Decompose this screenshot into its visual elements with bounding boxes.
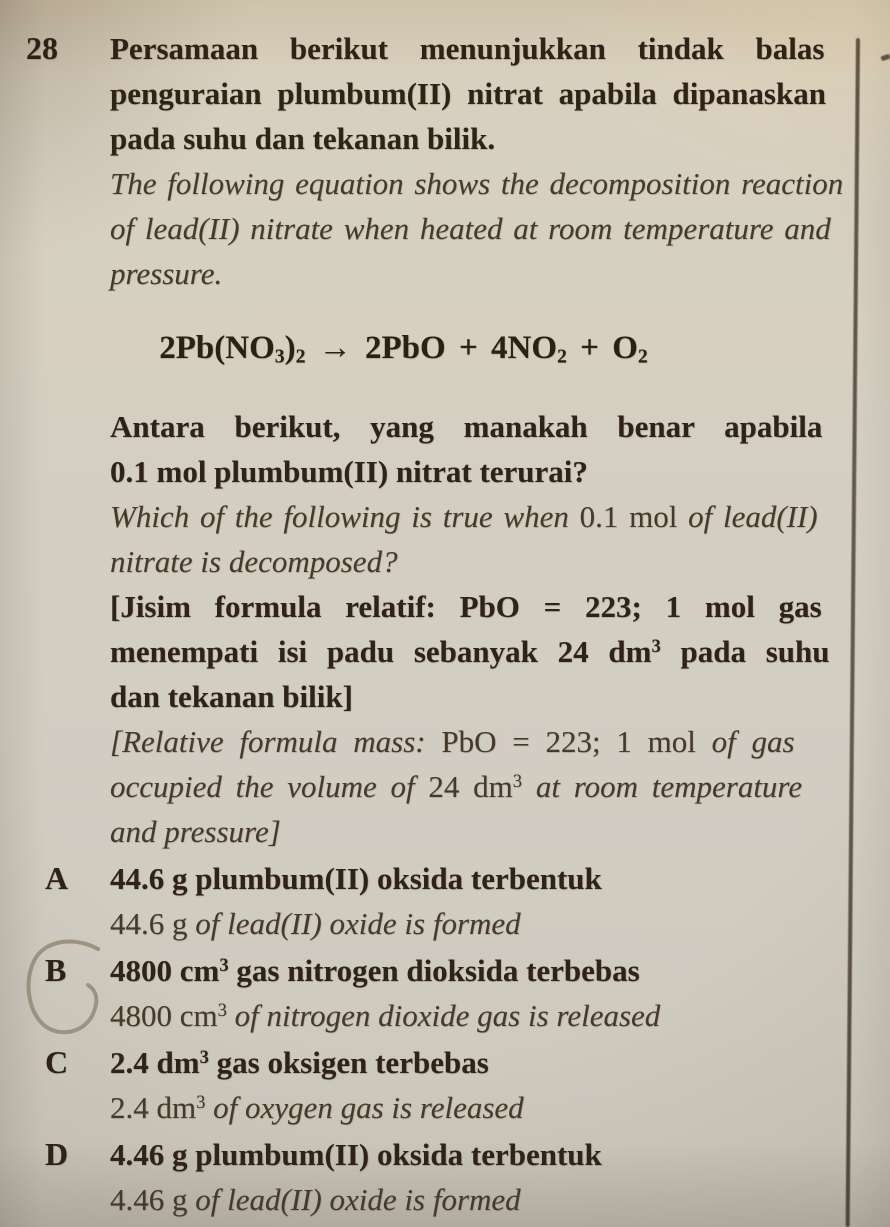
text-line: 4800 $cm^3$ of nitrogen dioxide gas is released	[110, 998, 661, 1033]
option-a	[45, 856, 842, 946]
text-line: [Relative formula mass: PbO = 223; 1 mol of gas	[110, 724, 795, 759]
text-line: menempati isi padu sebanyak 24 $dm^3$ pada suhu	[110, 634, 830, 669]
text-line: 4.46 g plumbum(II) oksida terbentuk	[110, 1137, 602, 1172]
option-c-letter: C	[45, 1044, 69, 1080]
text-line: Which of the following is true when 0.1 mol of lead(II)	[110, 499, 818, 534]
option-b-text-malay	[110, 948, 842, 993]
data-note-english	[110, 719, 842, 854]
text-line: 44.6 g of lead(II) oxide is formed	[110, 906, 521, 941]
question-number: 28	[26, 30, 58, 66]
text-line: and pressure]	[110, 814, 281, 849]
text-line: 2.4 $dm^3$ gas oksigen terbebas	[110, 1045, 489, 1080]
option-b-text-english	[110, 993, 842, 1038]
text-line: The following equation shows the decomposition reaction	[110, 166, 844, 201]
text-line: pressure.	[110, 256, 223, 291]
question-intro-malay	[110, 26, 842, 161]
text-line: pada suhu dan tekanan bilik.	[110, 121, 496, 156]
question-block	[26, 26, 844, 1222]
question-intro-english	[110, 161, 842, 296]
text-line: 2.4 $dm^3$ of oxygen gas is released	[110, 1090, 524, 1125]
option-d-text-english	[110, 1177, 842, 1222]
option-b-letter: B	[45, 952, 67, 988]
text-line: [Jisim formula relatif: PbO = 223; 1 mol gas	[110, 589, 822, 624]
question-ask-malay	[110, 404, 842, 494]
column-divider-line	[846, 38, 860, 1227]
option-c	[45, 1040, 842, 1130]
text-line: Persamaan berikut menunjukkan tindak balas	[110, 31, 825, 66]
text-line: 0.1 mol plumbum(II) nitrat terurai?	[110, 454, 588, 489]
text-line: 4.46 g of lead(II) oxide is formed	[110, 1182, 521, 1217]
text-line: 44.6 g plumbum(II) oksida terbentuk	[110, 861, 602, 896]
option-c-text-malay	[110, 1040, 842, 1085]
chemical-equation: $2Pb(NO_3)_2 \to 2PbO + 4NO_2 + O_2$	[159, 330, 648, 368]
option-d	[45, 1132, 842, 1222]
text-line: 4800 $cm^3$ gas nitrogen dioksida terbebas	[110, 953, 640, 988]
text-line: penguraian plumbum(II) nitrat apabila dipanaskan	[110, 76, 826, 111]
option-c-text-english	[110, 1085, 842, 1130]
page-edge-mark	[880, 54, 890, 62]
text-line: Antara berikut, yang manakah benar apabila	[110, 409, 823, 444]
option-a-letter: A	[45, 860, 69, 896]
option-a-text-english	[110, 901, 842, 946]
option-b	[45, 948, 842, 1038]
text-line: dan tekanan bilik]	[110, 679, 353, 714]
option-d-letter: D	[45, 1136, 69, 1172]
text-line: nitrate is decomposed?	[110, 544, 398, 579]
option-a-text-malay	[110, 856, 842, 901]
option-d-text-malay	[110, 1132, 842, 1177]
data-note-malay	[110, 584, 842, 719]
text-line: occupied the volume of 24 $dm^3$ at room temperature	[110, 769, 803, 804]
text-line: of lead(II) nitrate when heated at room temperature and	[110, 211, 831, 246]
question-ask-english	[110, 494, 842, 584]
